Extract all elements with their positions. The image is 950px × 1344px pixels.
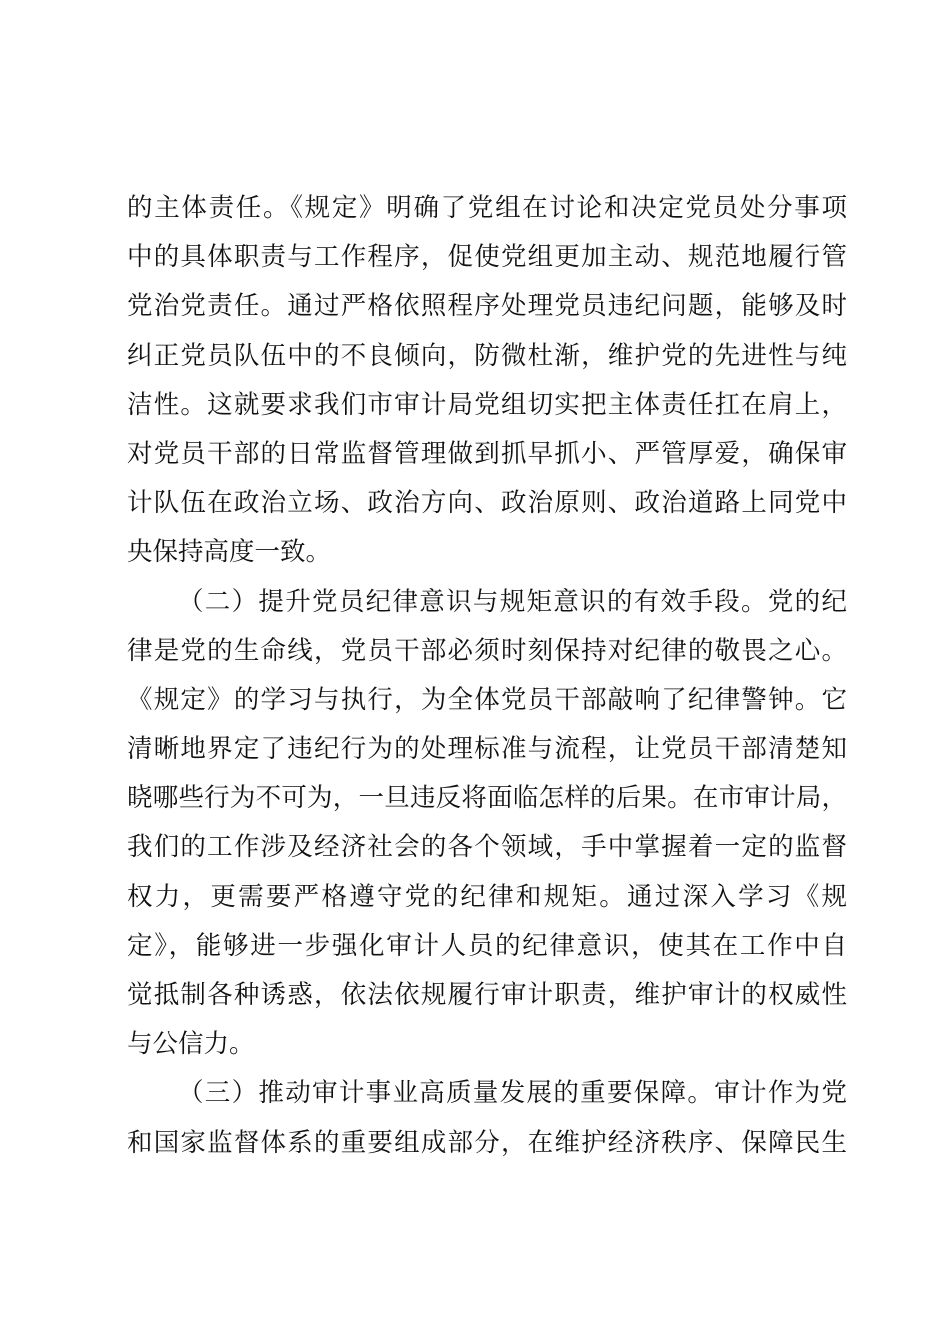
text-line: 与公信力。 bbox=[127, 1029, 255, 1060]
text-line: 中的具体职责与工作程序，促使党组更加主动、规范地履行管 bbox=[127, 242, 847, 273]
text-line: 的主体责任。《规定》明确了党组在讨论和决定党员处分事项 bbox=[127, 193, 847, 223]
text-line: 定》，能够进一步强化审计人员的纪律意识，使其在工作中自 bbox=[127, 930, 847, 961]
text-line: 央保持高度一致。 bbox=[127, 537, 332, 568]
paragraph-1 bbox=[127, 184, 847, 578]
text-line: 律是党的生命线，党员干部必须时刻保持对纪律的敬畏之心。 bbox=[127, 635, 847, 666]
text-line: 《规定》的学习与执行，为全体党员干部敲响了纪律警钟。它 bbox=[127, 684, 847, 715]
text-line: 清晰地界定了违纪行为的处理标准与流程，让党员干部清楚知 bbox=[127, 734, 847, 765]
paragraph-2 bbox=[127, 578, 847, 1070]
text-line: 洁性。这就要求我们市审计局党组切实把主体责任扛在肩上， bbox=[127, 389, 847, 420]
text-line: （二）提升党员纪律意识与规矩意识的有效手段。党的纪 bbox=[178, 586, 847, 617]
text-line: （三）推动审计事业高质量发展的重要保障。审计作为党 bbox=[178, 1078, 847, 1109]
text-line: 计队伍在政治立场、政治方向、政治原则、政治道路上同党中 bbox=[127, 488, 847, 519]
text-line: 和国家监督体系的重要组成部分，在维护经济秩序、保障民生 bbox=[127, 1127, 847, 1158]
paragraph-3 bbox=[127, 1069, 847, 1167]
text-line: 晓哪些行为不可为，一旦违反将面临怎样的后果。在市审计局， bbox=[127, 783, 847, 814]
body-text bbox=[127, 184, 847, 1168]
text-line: 党治党责任。通过严格依照程序处理党员违纪问题，能够及时 bbox=[127, 291, 847, 322]
text-line: 纠正党员队伍中的不良倾向，防微杜渐，维护党的先进性与纯 bbox=[127, 340, 847, 371]
text-line: 对党员干部的日常监督管理做到抓早抓小、严管厚爱，确保审 bbox=[127, 438, 847, 469]
text-line: 权力，更需要严格遵守党的纪律和规矩。通过深入学习《规 bbox=[127, 881, 847, 912]
text-line: 觉抵制各种诱惑，依法依规履行审计职责，维护审计的权威性 bbox=[127, 980, 847, 1010]
text-line: 我们的工作涉及经济社会的各个领域，手中掌握着一定的监督 bbox=[127, 832, 847, 863]
